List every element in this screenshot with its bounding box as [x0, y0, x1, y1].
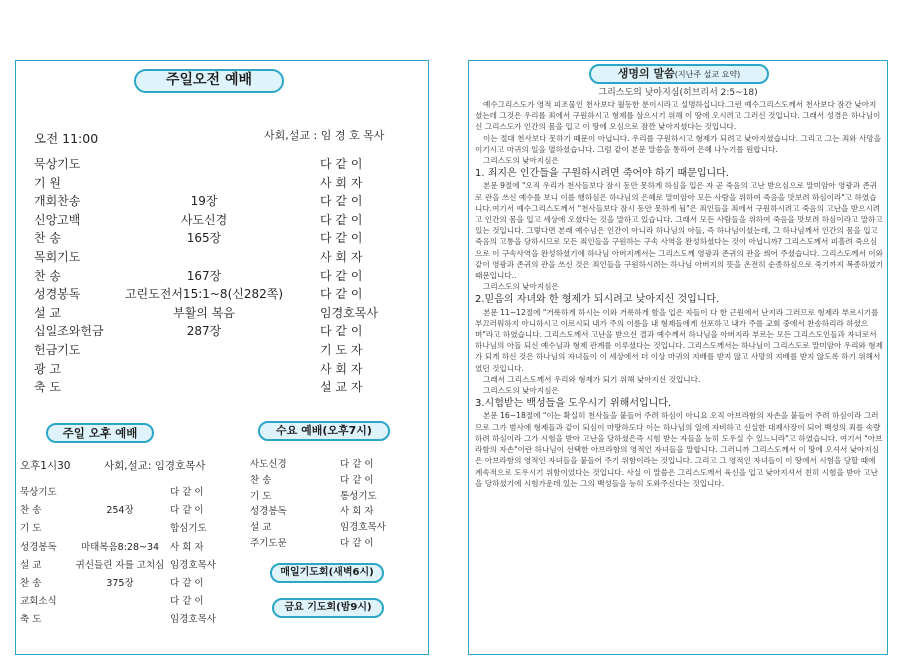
sermon-paragraph: 본문 16~18절에 "이는 확실히 천사들을 붙들어 주려 하심이 아니요 오직 아브라함의 자손을 붙들어 주려 하심이라 그러므로 그가 범사에 형제들과 같이 되심이 마땅하도다 이는 하나님의 일에 자비하고 신실한 대제사장이 되어 백성의 죄를 속량하려 하심이라 그가 시험을 받아 고난을 당하셨은즉 시험 받는 자들을 능히 도우실 수 있느니라"고 하였습니다. 여기서 "아브라함의 자손"이란 하나님이 선택한 아브라함의 영적인 자녀들을 말합니다. 그러니까 그리스도께서 이 땅에 오셔서 낮아지심은 아브라함의 영적인 자녀들을 붙들어 주기 위함이라는 것입니다. 그리고 그 영적인 자녀들이 이 땅에서 시험을 당할 때에 계속적으로 도우시기 위함이었다는 것입니다. 사실 이 말씀은 그리스도께서 육신을 입고 낮아지셔서 친히 시험을 받아 고난을 당하셨기에 시험가운데 있는 그의 백성들을 능히 도와주신다는 것입니다.	[475, 411, 883, 488]
morning-leader: 사회,설교 : 임 경 호 목사	[264, 129, 385, 142]
sermon-summary-panel	[468, 60, 888, 655]
sermon-paragraph: 그리스도의 낮아지심은	[483, 156, 559, 166]
daily-prayer-badge: 매일기도회(새벽6시)	[270, 563, 384, 583]
order-item-name: 성경봉독	[20, 541, 57, 553]
sermon-point-heading: 1. 죄지은 인간들을 구원하시려면 죽어야 하기 때문입니다.	[475, 168, 729, 180]
order-item-name: 찬 송	[34, 231, 61, 246]
order-item-person: 다 같 이	[320, 231, 363, 246]
order-item-detail: 254장	[106, 505, 134, 517]
order-item-person: 사 회 자	[320, 175, 363, 190]
order-item-person: 합심기도	[170, 523, 207, 535]
order-item-name: 성경봉독	[34, 287, 81, 302]
sermon-paragraph: 이는 절대 천사보다 못하기 때문이 아닙니다. 우리를 구원하시고 형제가 되려고 낮아지셨습니다. 그리고 그는 죄와 사망을 이기시고 마귀의 일을 멸하셨습니다. 그럼 같이 본문 말씀을 통하여 은혜 나누기를 원합니다.	[475, 133, 882, 154]
order-item-person: 다 같 이	[320, 194, 363, 209]
order-item-detail: 167장	[186, 268, 222, 283]
order-item-name: 개회찬송	[34, 194, 81, 209]
sermon-paragraph: 그리스도의 낮아지심은	[483, 386, 559, 396]
order-item-name: 설 교	[20, 559, 42, 571]
order-item-person: 사 회 자	[340, 506, 374, 518]
order-item-person: 통성기도	[340, 490, 377, 502]
order-item-person: 다 같 이	[340, 538, 374, 549]
sermon-body	[475, 99, 883, 489]
order-item-detail: 사도신경	[180, 212, 228, 227]
order-item-person: 사 회 자	[320, 250, 363, 264]
order-item-name: 설 교	[250, 522, 272, 534]
order-item-detail: 마태복음8:28~34	[80, 541, 160, 553]
order-item-name: 십일조와헌금	[34, 324, 104, 339]
order-item-person: 임경호목사	[170, 614, 216, 626]
morning-service-title: 주일오전 예배	[134, 69, 284, 93]
order-item-name: 묵상기도	[20, 487, 57, 498]
order-item-name: 기 도	[250, 490, 272, 502]
order-item-name: 찬 송	[34, 268, 61, 283]
order-item-person: 설 교 자	[320, 380, 363, 395]
order-item-name: 설 교	[34, 305, 61, 320]
order-item-name: 신앙고백	[34, 212, 81, 227]
order-item-name: 헌금기도	[34, 343, 81, 357]
order-item-detail: 부활의 복음	[173, 305, 235, 320]
afternoon-time: 오후1시30	[20, 460, 71, 472]
order-item-person: 임경호목사	[340, 522, 386, 534]
order-item-name: 축 도	[34, 380, 61, 395]
morning-time: 오전 11:00	[34, 131, 99, 146]
order-item-name: 축 도	[20, 614, 42, 626]
order-item-name: 찬 송	[20, 578, 42, 589]
order-item-person: 사 회 자	[320, 361, 363, 376]
order-item-name: 묵상기도	[34, 157, 81, 171]
order-item-name: 목회기도	[34, 250, 81, 264]
sermon-paragraph: 본문 9절에 "오직 우리가 천사들보다 잠시 동안 못하게 하심을 입은 자 곧 죽음의 고난 받으심으로 말미암아 영광과 존귀로 관을 쓰신 예수를 보니 이를 행하심은 하나님의 은혜로 말미암아 모든 사람을 위하여 죽음을 맛보려 하심이라"고 하였습니다.여기서 예수그리스도께서 "천사들보다 잠시 동안 못하게 됨"은 죄인들을 죄에서 구원하시려고 죽음의 고난을 받으시려고 인간의 몸을 입고 세상에 오셨다는 것을 말하고 있습니다. 그래서 모든 사람들을 위하여 죽음을 맛보려 하심이라고 말하고 있는 것입니다. 그렇다면 본래 예수님은 인간이 아니라 하나님의 아들, 즉 하나님이셨는데, 그 하나님께서 인간의 몸을 입고 죽음의 고통을 당하시므로 모든 죄인들을 구원하는 구속 사역을 완성하셨다는 것이 아닙니까? 그리스도께서 피흘려 죽으심으로 이 구속사역을 완성하셨기에 하나님 아버지께서는 그리스도께 영광과 존귀의 관을 씌어 주셨습니다. 그리스도께서 이와 같이 영광과 존귀의 관을 쓰신 것은 죄인들을 구원하시려는 하나님 아버지의 뜻을 온전히 순종하심으로 죽기까지 복종하였기 때문입니다..	[475, 181, 883, 281]
order-item-person: 다 같 이	[320, 157, 363, 171]
order-item-name: 교회소식	[20, 596, 57, 608]
order-item-person: 다 같 이	[170, 487, 204, 498]
order-item-name: 사도신경	[250, 459, 287, 470]
sermon-title-note: (지난주 설교 요약)	[674, 70, 741, 79]
order-item-person: 다 같 이	[320, 287, 363, 302]
wednesday-service-title: 수요 예배(오후7시)	[258, 421, 390, 441]
order-item-detail: 165장	[186, 231, 222, 246]
sermon-title-badge	[589, 64, 769, 84]
sermon-point-heading: 3.시험받는 백성들을 도우시기 위해서입니다.	[475, 398, 672, 410]
worship-order-panel	[15, 60, 429, 655]
sermon-paragraph: 본문 11~12절에 "거룩하게 하시는 이와 거룩하게 함을 입은 자들이 다 한 근원에서 난지라 그러므로 형제라 부르시기를 부끄러워하지 아니하시고 이르시되 내가 주의 이름을 내 형제들에게 선포하고 내가 주를 교회 중에서 찬송하리라 하셨으며"라고 하였습니다. 그리스도께서 고난을 받으신 결과 예수께서 하나님을 아버지라 부르는 모든 그리스도인들과 자녀로서 하나님의 아들 되신 예수님과 형제 관계를 이루셨다는 것입니다. 그리스도께서는 하나님이 그리스도로 말미암아 우리와 형제가 되게 하신 것은 하나님의 자녀들이 이 세상에서 더 이상 마귀의 지배를 받지 않고 사망의 지배를 받지 않도록 하기 위해서였던 것입니다.	[475, 307, 883, 373]
order-item-detail: 375장	[106, 578, 134, 589]
order-item-person: 다 같 이	[320, 268, 363, 283]
order-item-detail: 귀신들린 자를 고치심	[75, 559, 165, 571]
sermon-paragraph: 그래서 그리스도께서 우리와 형제가 되기 위해 낮아지신 것입니다.	[483, 374, 701, 384]
order-item-person: 다 같 이	[320, 324, 363, 339]
order-item-person: 다 같 이	[320, 212, 363, 227]
order-item-detail: 19장	[190, 194, 218, 209]
order-item-detail: 고린도전서15:1~8(신282쪽)	[124, 287, 284, 302]
order-item-person: 다 같 이	[170, 578, 204, 589]
order-item-name: 광 고	[34, 361, 61, 376]
order-item-name: 찬 송	[250, 474, 272, 486]
order-item-person: 임경호목사	[170, 559, 216, 571]
sermon-paragraph: 예수그리스도가 영적 피조물인 천사보다 월등한 분이시라고 설명하십니다.그런 예수그리스도께서 천사보다 잠간 낮아지셨는데 그것은 우리를 죄에서 구원하시고 형제를 삼으시기 위해 이 땅에 오시려고 그러신 것입니다. 그래서 성경은 하나님이신 그리스도가 인간의 몸을 입고 이 땅에 오심으로 잠깐 낮아지셨다는 것입니다.	[475, 100, 881, 132]
order-item-name: 성경봉독	[250, 506, 287, 518]
order-item-person: 임경호목사	[320, 305, 378, 320]
sermon-paragraph: 그리스도의 낮아지심은	[483, 282, 559, 292]
order-item-detail: 287장	[186, 324, 222, 339]
order-item-person: 다 같 이	[170, 596, 204, 608]
order-item-name: 기 원	[34, 175, 61, 190]
order-item-name: 찬 송	[20, 505, 42, 517]
order-item-name: 기 도	[20, 523, 42, 535]
order-item-name: 주기도문	[250, 538, 287, 549]
sermon-point-heading: 2.믿음의 자녀와 한 형제가 되시려고 낮아지신 것입니다.	[475, 294, 720, 306]
sermon-title: 생명의 말씀	[617, 67, 675, 80]
order-item-person: 기 도 자	[320, 343, 363, 357]
order-item-person: 사 회 자	[170, 541, 204, 553]
afternoon-service-title: 주일 오후 예배	[46, 423, 154, 443]
friday-prayer-badge: 금요 기도회(밤9시)	[272, 598, 384, 618]
order-item-person: 다 같 이	[340, 459, 374, 470]
order-item-person: 다 같 이	[340, 474, 374, 486]
order-item-person: 다 같 이	[170, 505, 204, 517]
sermon-subtitle: 그리스도의 낮아지심(히브리서 2:5~18)	[598, 88, 758, 98]
afternoon-leader: 사회,설교: 임경호목사	[104, 460, 206, 472]
